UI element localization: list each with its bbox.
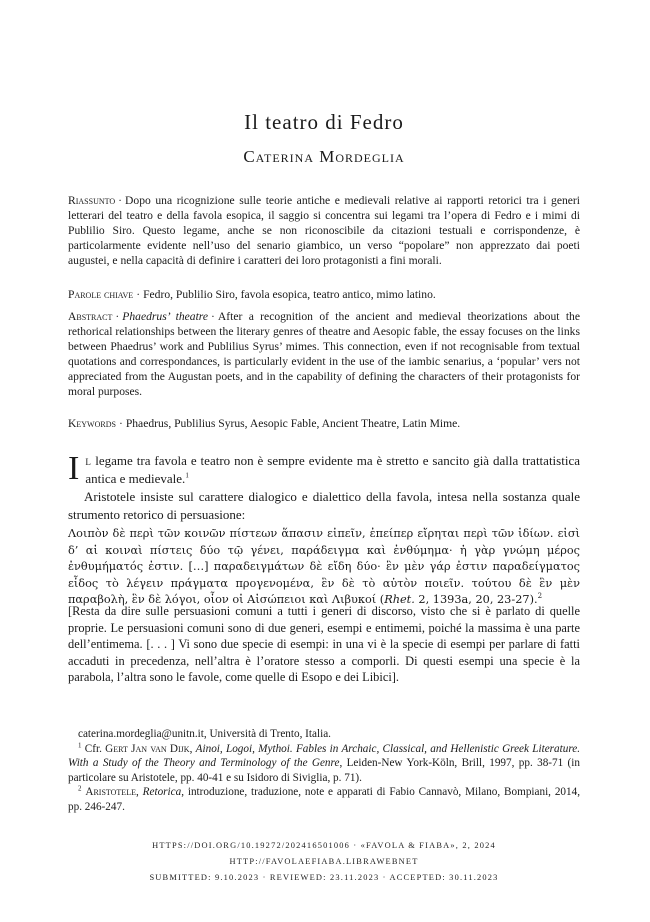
footnote-1-pre: Cfr. [84, 742, 106, 755]
footnote-1-author: Gert Jan van Dijk [105, 742, 190, 755]
footnote-1-rest: , Leiden-New York-Köln, Brill, 1997, pp. 38-71 (in particolare su Aristotele, pp. 40-41 e su Isidoro di Siviglia, p. 71). [68, 757, 580, 784]
footnote-ref-2[interactable]: 2 [537, 592, 543, 601]
footnote-1-title: Ainoi, Logoi, Mythoi. Fables in Archaic, Classical, and Hellenistic Greek Literature. With a Study of the Theory and Terminology of the Genre [68, 742, 581, 769]
abstract-title: Phaedrus’ theatre [122, 310, 209, 323]
submission-dates: SUBMITTED: 9.10.2023 · REVIEWED: 23.11.2023 · ACCEPTED: 30.11.2023 [149, 873, 499, 882]
separator-dot: · [136, 288, 141, 301]
abstract-label: Abstract [68, 310, 113, 323]
footnote-1-sep: , [189, 742, 196, 755]
keywords-text: Phaedrus, Publilius Syrus, Aesopic Fable, Ancient Theatre, Latin Mime. [125, 417, 461, 430]
article-author: Caterina Mordeglia [243, 147, 405, 166]
author-email-note: caterina.mordeglia@unitn.it, Università di Trento, Italia. [78, 728, 331, 740]
footnote-2-sep: , [135, 786, 143, 798]
body-paragraph-2: Aristotele insiste sul carattere dialogico e dialettico della favola, intesa nella sostanza quale strumento retorico di persuasione: [68, 489, 580, 522]
parole-chiave-block [68, 287, 580, 302]
drop-cap: I [68, 450, 80, 487]
separator-dot: · [118, 417, 123, 430]
body-paragraph-1 [68, 452, 580, 487]
greek-ref: 2, 1393a, 20, 23-27). [414, 593, 538, 606]
greek-ref-italic: Rhet. [384, 593, 415, 606]
riassunto-label: Riassunto [68, 194, 116, 207]
abstract-block [68, 309, 580, 400]
greek-text: Λοιπὸν δὲ περὶ τῶν κοινῶν πίστεων ἅπασιν εἰπεῖν, ἐπείπερ εἴρηται περὶ τῶν ἰδίων. εἰσὶ δ’ αἱ κοιναὶ πίστεις δύο τῷ γένει, παράδειγμα καὶ ἐνθύμημα· ἡ γὰρ γνώμη μέρος ἐνθυμήματός ἐστιν. […] παραδειγμάτων δὲ εἴδη δύο· ἓν μὲν γάρ ἐστιν παραδείγματος εἶδος τὸ λέγειν πράγματα προγενομένα, ἓν δὲ τὸ αὐτὸν ποιεῖν. τούτου δὲ ἓν μὲν παραβολὴ, ἓν δὲ λόγοι, οἷον οἱ Αἰσώπειοι καὶ Λιβυκοί ( [68, 527, 580, 606]
first-word: l [85, 453, 92, 468]
footnote-ref-1[interactable]: 1 [185, 471, 189, 480]
separator-dot: · [211, 310, 215, 323]
separator-dot: · [115, 310, 120, 323]
article-title: Il teatro di Fedro [244, 110, 404, 134]
footnotes [68, 727, 580, 814]
doi-line[interactable]: HTTPS://DOI.ORG/10.19272/202416501006 · «FAVOLA & FIABA», 2, 2024 [152, 841, 496, 850]
journal-url[interactable]: HTTP://FAVOLAEFIABA.LIBRAWEBNET [229, 857, 419, 866]
parole-chiave-text: Fedro, Publilio Siro, favola esopica, teatro antico, mimo latino. [143, 288, 436, 301]
keywords-label: Keywords [68, 417, 116, 430]
riassunto-block [68, 193, 580, 268]
separator-dot: · [118, 194, 123, 207]
paragraph-1-text: legame tra favola e teatro non è sempre evidente ma è stretto e sancito già dalla trattatistica antica e medievale. [85, 453, 580, 486]
greek-quotation [68, 526, 580, 609]
keywords-block [68, 416, 580, 431]
footnote-number: 1 [78, 740, 82, 749]
footnote-number: 2 [78, 784, 82, 793]
footnote-2-title: Retorica [142, 786, 182, 798]
abstract-text: After a recognition of the ancient and medieval theorizations about the rethorical relationships between the literary genres of theatre and Aesopic fable, the essay focuses on the links between Phaedrus’ work and Publilius Syrus’ mimes. This connection, even if not recognisable from textual quotations and correspondances, is particularly evident in the use of the iambic senarius, a ‘popular’ vers not appreciated from the Augustan poets, and in the capability of defining the characters of their protagonists for moral purposes. [68, 310, 580, 399]
riassunto-text: Dopo una ricognizione sulle teorie antiche e medievali relative ai rapporti retorici tra i generi letterari del teatro e della favola esopica, il saggio si concentra sui legami tra l’opera di Fedro e i mimi di Publilio Siro. Questo legame, anche se non riconoscibile da citazioni testuali e corrispondenze, è particolarmente evidente nell’uso del senario giambico, un verso “popolare” non apprezzato dai poeti augustei, e nella capacità di definire i caratteri dei loro protagonisti a fini morali. [68, 194, 580, 268]
parole-chiave-label: Parole chiave [68, 288, 134, 301]
footnote-2-author: Aristotele [85, 786, 136, 798]
italian-translation: [Resta da dire sulle persuasioni comuni a tutti i generi di discorso, visto che si è parlato di quelle proprie. Le persuasioni comuni sono di due generi, esempi e entimemi, poiché la massima è una parte dell’entimema. [. . . ] Vi sono due specie di esempi: in una vi è la specie di esempi per parlare di fatti accaduti in precedenza, nell’altra è l’oratore stesso a comporli. Di questi esempi una specie è la parabola, l’altra sono le favole, come quelle di Esopo e dei Libici]. [68, 604, 580, 684]
footnote-2-rest: , introduzione, traduzione, note e apparati di Fabio Cannavò, Milano, Bompiani, 2014, pp. 246-247. [68, 786, 581, 813]
footnote-1 [68, 742, 580, 786]
footnote-2 [68, 785, 580, 814]
